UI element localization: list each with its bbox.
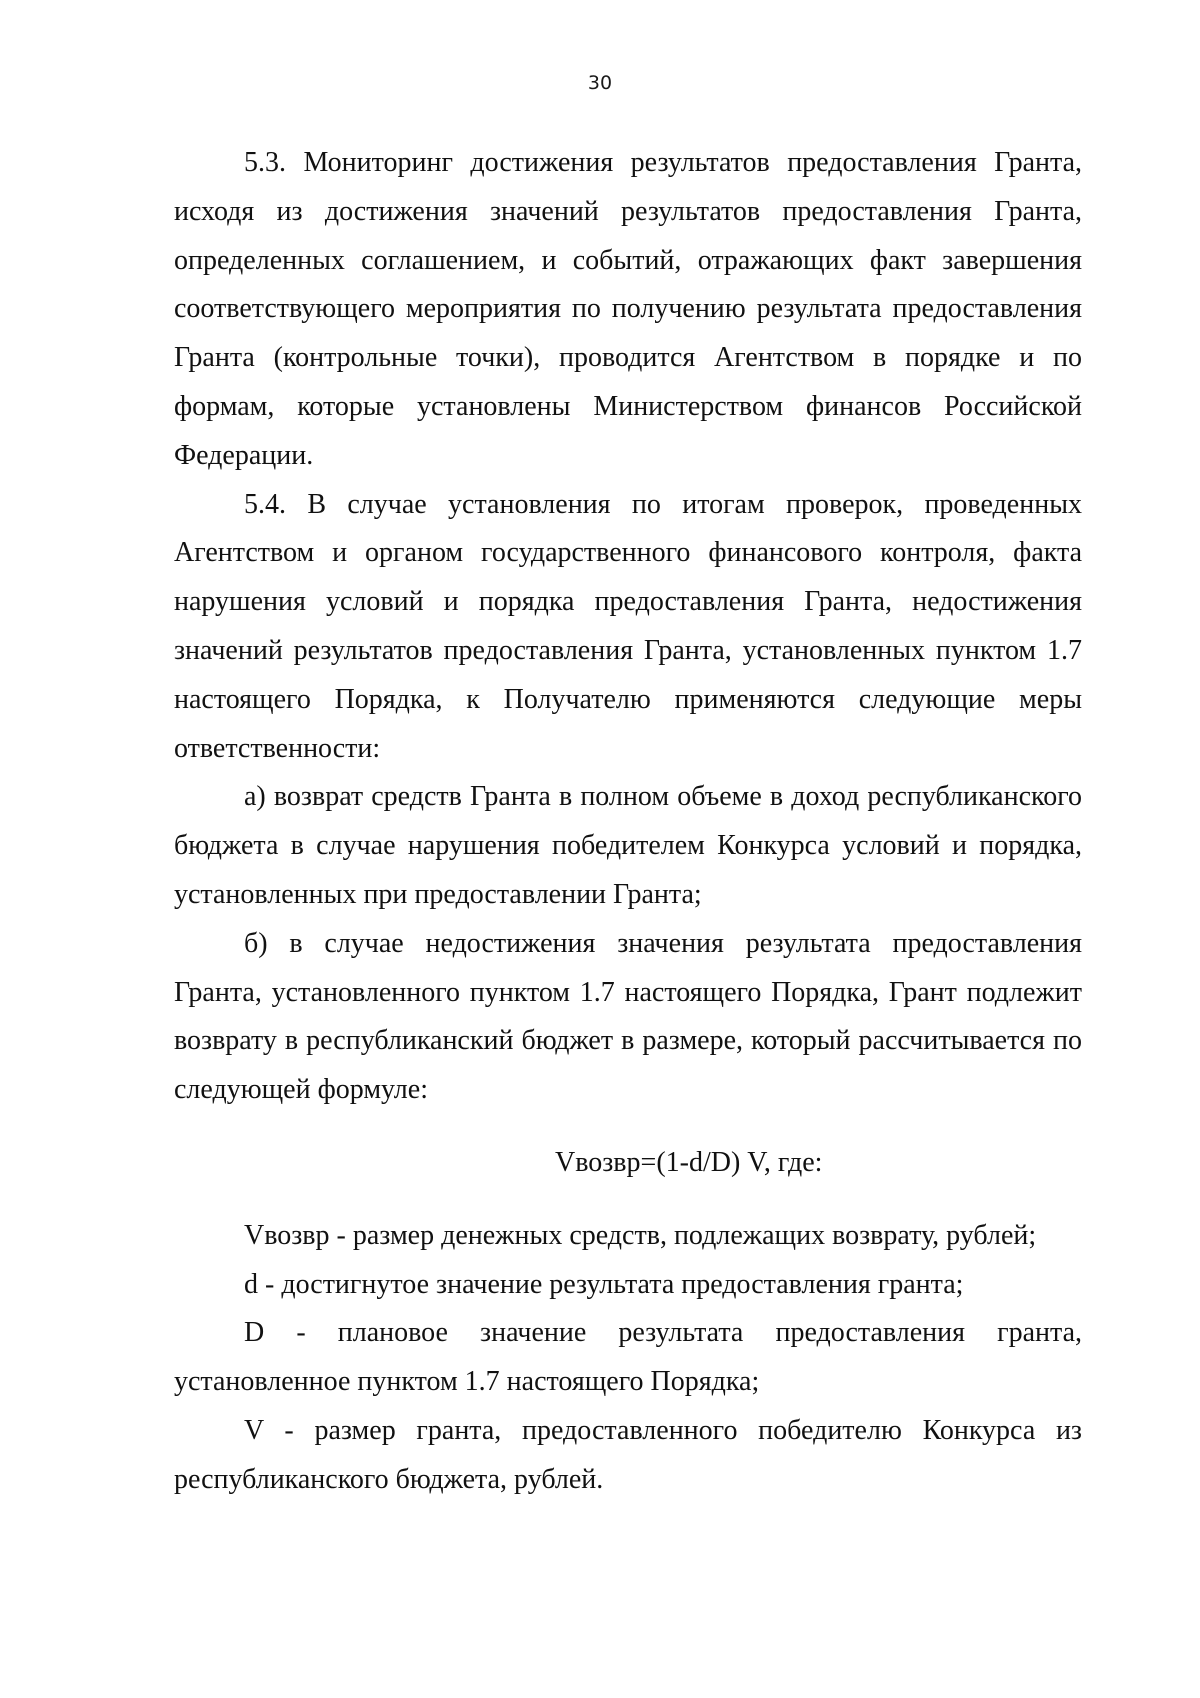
- definition-vvozvr: Vвозвр - размер денежных средств, подлежащих возврату, рублей;: [244, 1219, 1037, 1251]
- paragraph-item-a: а) возврат средств Гранта в полном объеме в доход республиканского бюджета в случае нарушения победителем Конкурса условий и порядка, установленных при предоставлении Гранта;: [174, 781, 1082, 910]
- definition-D: D - плановое значение результата предоставления гранта, установленное пунктом 1.7 настоящего Порядка;: [174, 1317, 1082, 1398]
- definition-d: d - достигнутое значение результата предоставления гранта;: [244, 1268, 964, 1300]
- paragraph-5-4: 5.4. В случае установления по итогам проверок, проведенных Агентством и органом государственного финансового контроля, факта нарушения условий и порядка предоставления Гранта, недостижения значений результатов предоставления Гранта, установленных пунктом 1.7 настоящего Порядка, к Получателю применяются следующие меры ответственности:: [174, 488, 1082, 764]
- refund-formula: Vвозвр=(1-d/D) V, где:: [555, 1146, 823, 1178]
- paragraph-item-b: б) в случае недостижения значения результата предоставления Гранта, установленного пунктом 1.7 настоящего Порядка, Грант подлежит возврату в республиканский бюджет в размере, который рассчитывается по следующей формуле:: [174, 927, 1082, 1106]
- document-body: [174, 139, 1082, 1505]
- definition-V: V - размер гранта, предоставленного победителю Конкурса из республиканского бюджета, рублей.: [174, 1414, 1082, 1495]
- paragraph-5-3: 5.3. Мониторинг достижения результатов предоставления Гранта, исходя из достижения значений результатов предоставления Гранта, определенных соглашением, и событий, отражающих факт завершения соответствующего мероприятия по получению результата предоставления Гранта (контрольные точки), проводится Агентством в порядке и по формам, которые установлены Министерством финансов Российской Федерации.: [174, 147, 1082, 471]
- page-number: 30: [587, 72, 613, 94]
